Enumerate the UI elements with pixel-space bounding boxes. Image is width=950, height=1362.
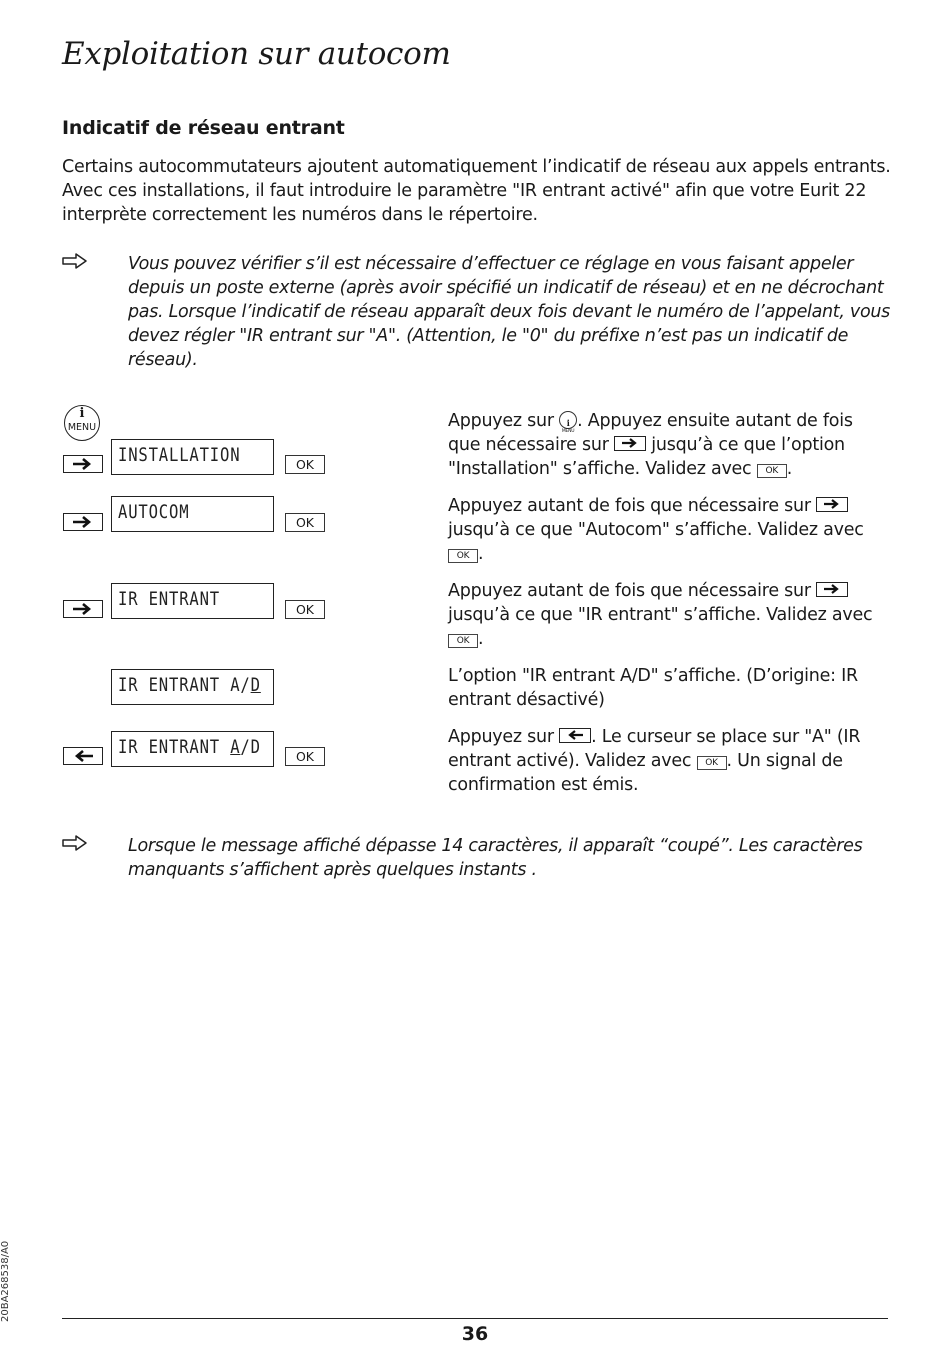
step-5-text <box>448 725 888 797</box>
menu-label: MENU <box>561 429 575 434</box>
lcd-cursor-char: D <box>250 674 261 696</box>
step-text: . <box>786 459 793 479</box>
note-text-1: Vous pouvez vérifier s’il est nécessaire d’effectuer ce réglage en vous faisant appeler depuis un poste externe (après avoir spécifié un indicatif de réseau) et en ne décrochant pas. Lorsque l’indicatif de réseau apparaît deux fois devant le numéro de l’appelant, vous devez régler "IR entrant sur "A". (Attention, le "0" du préfixe n’est pas un indicatif de réseau). <box>128 254 890 370</box>
menu-button-icon <box>64 405 100 441</box>
step-text: jusqu’à ce que "IR entrant" s’affiche. Validez avec <box>448 605 873 625</box>
menu-label: MENU <box>67 422 97 433</box>
document-code: 20BA268538/A0 <box>0 1240 11 1322</box>
step-text: Appuyez sur <box>448 727 560 747</box>
pointing-hand-arrow-icon <box>62 252 88 274</box>
menu-info-glyph: i <box>79 406 85 421</box>
step-text: . Le curseur se place sur "A" (IR entrant activé). Validez avec <box>448 727 861 771</box>
right-arrow-key-icon <box>63 600 103 618</box>
step-text: . Appuyez ensuite autant de fois que nécessaire sur <box>448 411 853 455</box>
right-arrow-key-icon <box>63 513 103 531</box>
intro-paragraph: Certains autocommutateurs ajoutent automatiquement l’indicatif de réseau aux appels entrants. Avec ces installations, il faut introduire le paramètre "IR entrant activé" afin que votre Eurit 22 interprète correctement les numéros dans le répertoire. <box>62 157 891 225</box>
lcd-text <box>118 674 261 696</box>
step-text: Appuyez sur <box>448 411 560 431</box>
step-4-text: L’option "IR entrant A/D" s’affiche. (D’origine: IR entrant désactivé) <box>448 666 858 710</box>
lcd-text: AUTOCOM <box>118 501 190 523</box>
step-text: . <box>478 544 484 564</box>
ok-key-icon: OK <box>285 600 325 619</box>
lcd-cursor-char: A <box>230 736 241 758</box>
right-arrow-key-icon <box>63 455 103 473</box>
ok-key-icon: OK <box>757 464 787 478</box>
lcd-text: IR ENTRANT <box>118 588 221 610</box>
lcd-text-suffix: /D <box>240 736 261 758</box>
footer-divider <box>62 1318 888 1319</box>
ok-key-icon: OK <box>448 549 478 563</box>
step-text: Appuyez autant de fois que nécessaire sur <box>448 496 817 516</box>
lcd-display-ir-entrant-ad-cursor <box>111 731 274 767</box>
step-text: . Un signal de confirmation est émis. <box>448 751 843 795</box>
page-number: 36 <box>461 1323 489 1345</box>
ok-key-icon: OK <box>448 634 478 648</box>
ok-key-icon: OK <box>697 756 727 770</box>
menu-info-glyph: i <box>566 418 570 428</box>
ok-key-icon: OK <box>285 747 325 766</box>
pointing-hand-arrow-icon <box>62 834 88 856</box>
ok-key-icon: OK <box>285 513 325 532</box>
lcd-display-ir-entrant <box>111 583 274 619</box>
right-arrow-key-icon <box>816 582 848 597</box>
ok-key-icon: OK <box>285 455 325 474</box>
step-3-text <box>448 579 888 651</box>
lcd-text-prefix: IR ENTRANT <box>118 736 231 758</box>
lcd-text: INSTALLATION <box>118 444 241 466</box>
right-arrow-key-icon <box>816 497 848 512</box>
lcd-display-ir-entrant-ad <box>111 669 274 705</box>
page-title: Exploitation sur autocom <box>62 36 451 72</box>
right-arrow-key-icon <box>614 436 646 451</box>
step-2-text <box>448 494 888 566</box>
step-text: Appuyez autant de fois que nécessaire sur <box>448 581 817 601</box>
step-text: . <box>478 629 484 649</box>
lcd-text-prefix: IR ENTRANT A/ <box>118 674 251 696</box>
lcd-display-installation <box>111 439 274 475</box>
step-1-text <box>448 409 888 481</box>
step-text: jusqu’à ce que l’option "Installation" s’affiche. Validez avec <box>448 435 845 479</box>
lcd-text <box>118 736 261 758</box>
menu-button-icon <box>559 411 577 434</box>
left-arrow-key-icon <box>559 728 591 743</box>
left-arrow-key-icon <box>63 747 103 765</box>
step-text: jusqu’à ce que "Autocom" s’affiche. Validez avec <box>448 520 864 540</box>
lcd-display-autocom <box>111 496 274 532</box>
section-heading: Indicatif de réseau entrant <box>62 117 345 139</box>
note-text-2: Lorsque le message affiché dépasse 14 caractères, il apparaît “coupé”. Les caractères manquants s’affichent après quelques instants . <box>128 836 863 880</box>
